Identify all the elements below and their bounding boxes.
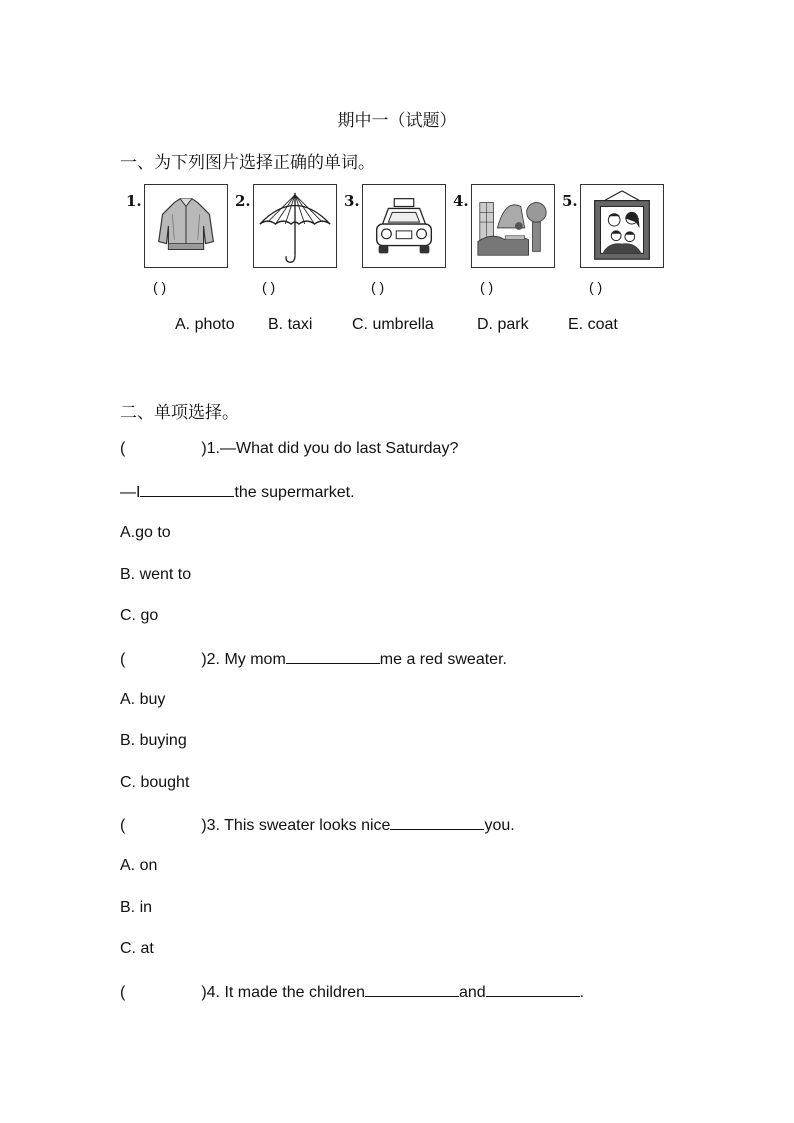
section1-heading: 一、为下列图片选择正确的单词。 <box>120 153 375 173</box>
picture-number-1: 1. <box>126 192 142 210</box>
question-1-option-a: A.go to <box>120 524 171 541</box>
park-icon <box>472 185 554 267</box>
picture-number-5: 5. <box>562 192 578 210</box>
question-text: )1.—What did you do last Saturday? <box>201 440 459 457</box>
umbrella-icon <box>254 185 336 267</box>
question-1-option-c: C. go <box>120 607 159 624</box>
fill-blank[interactable] <box>365 982 459 997</box>
picture-1 <box>144 184 228 268</box>
question-1 <box>120 440 458 458</box>
fill-blank[interactable] <box>486 982 580 997</box>
page-title: 期中一（试题） <box>337 111 457 131</box>
word-option-c: C. umbrella <box>352 316 434 333</box>
question-2-option-c: C. bought <box>120 774 190 791</box>
picture-3 <box>362 184 446 268</box>
answer-paren-3: ( ) <box>371 279 385 295</box>
picture-4 <box>471 184 555 268</box>
answer-paren-5: ( ) <box>589 279 603 295</box>
picture-number-3: 3. <box>344 192 360 210</box>
question-3-option-a: A. on <box>120 857 158 874</box>
question-3-option-b: B. in <box>120 899 153 916</box>
answer-paren-1: ( ) <box>153 279 167 295</box>
picture-number-2: 2. <box>235 192 251 210</box>
answer-paren: ( <box>120 440 126 457</box>
answer-paren-4: ( ) <box>480 279 494 295</box>
picture-5 <box>580 184 664 268</box>
question-2-option-a: A. buy <box>120 691 166 708</box>
word-option-e: E. coat <box>568 316 618 333</box>
question-2: ( )2. My mom me a red sweater. <box>120 651 507 668</box>
picture-2 <box>253 184 337 268</box>
question-3: ( )3. This sweater looks nice you. <box>120 817 515 834</box>
question-3-option-c: C. at <box>120 940 154 957</box>
question-4: ( )4. It made the children and . <box>120 984 585 1001</box>
word-option-a: A. photo <box>175 316 235 333</box>
question-1-option-b: B. went to <box>120 566 192 583</box>
fill-blank[interactable] <box>140 482 234 497</box>
question-1-answer-line: —I the supermarket. <box>120 484 355 501</box>
jacket-icon <box>145 185 227 267</box>
picture-number-4: 4. <box>453 192 469 210</box>
word-option-d: D. park <box>477 316 529 333</box>
answer-paren-2: ( ) <box>262 279 276 295</box>
section2-heading: 二、单项选择。 <box>120 403 239 423</box>
fill-blank[interactable] <box>390 815 484 830</box>
taxi-icon <box>363 185 445 267</box>
word-option-b: B. taxi <box>268 316 313 333</box>
fill-blank[interactable] <box>286 649 380 664</box>
family-photo-icon <box>581 185 663 267</box>
question-2-option-b: B. buying <box>120 732 187 749</box>
